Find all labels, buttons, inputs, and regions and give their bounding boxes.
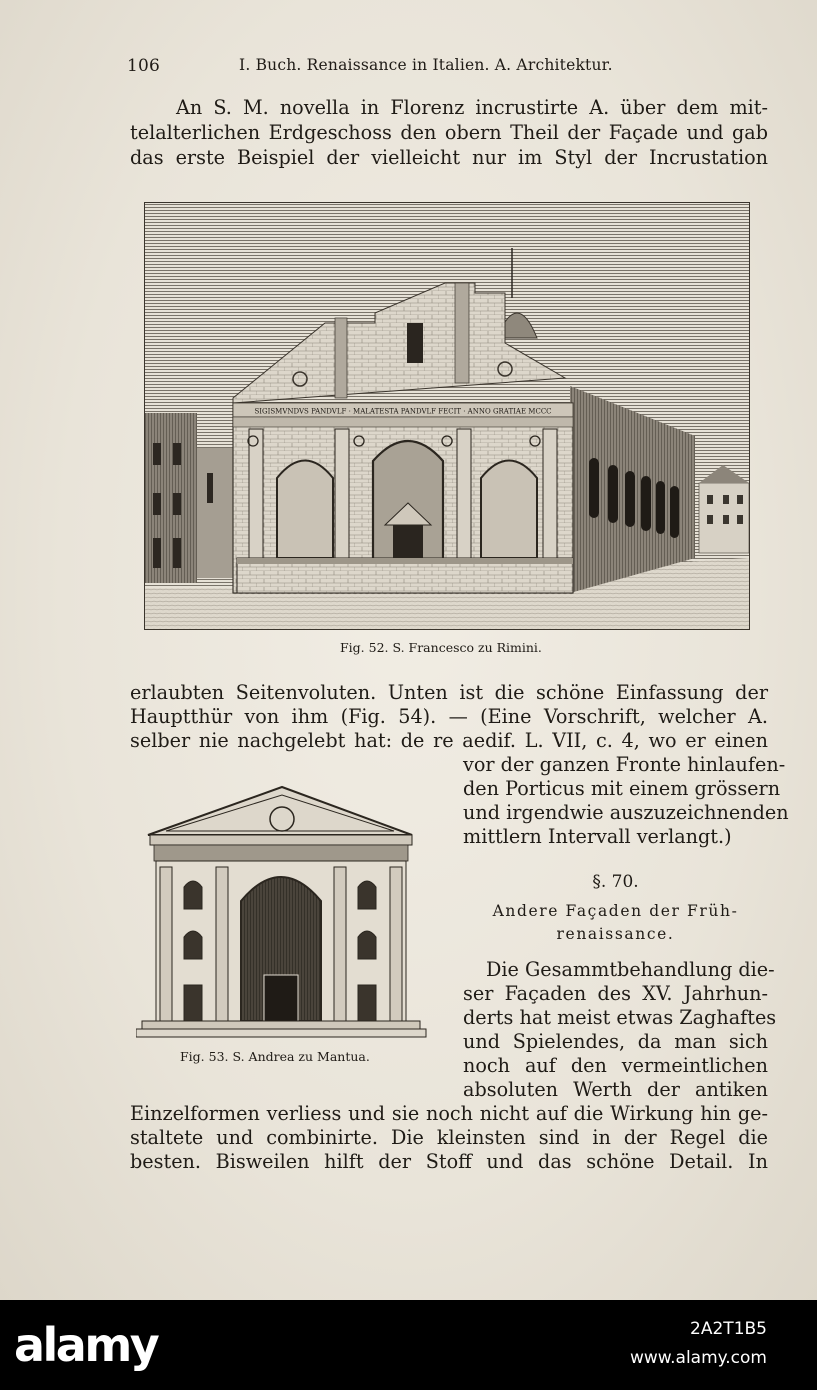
stock-site-url: www.alamy.com [629, 1348, 767, 1368]
section-title: Andere Façaden der Früh- [492, 902, 739, 920]
body-line: Die Gesammtbehandlung die- [486, 958, 775, 981]
body-line: und Spielendes, da man sich [463, 1030, 768, 1053]
figure-52-engraving [144, 202, 750, 630]
body-line: den Porticus mit einem grössern [463, 777, 781, 800]
body-line: staltete und combinirte. Die kleinsten sind in der Regel die [130, 1126, 768, 1149]
body-line: ser Façaden des XV. Jahrhun- [463, 982, 768, 1005]
body-line: absoluten Werth der antiken [463, 1078, 768, 1101]
stock-image-id: 2A2T1B5 [690, 1319, 767, 1339]
body-line: besten. Bisweilen hilft der Stoff und das schöne Detail. In [130, 1150, 768, 1173]
body-line: Einzelformen verliess und sie noch nicht auf die Wirkung hin ge- [130, 1102, 768, 1125]
body-line: das erste Beispiel der vielleicht nur im Styl der Incrustation [130, 146, 768, 169]
alamy-logo: alamy [14, 1318, 158, 1372]
body-line: Hauptthür von ihm (Fig. 54). — (Eine Vorschrift, welcher A. [130, 705, 768, 728]
body-line: mittlern Intervall verlangt.) [463, 825, 732, 848]
body-line: vor der ganzen Fronte hinlaufen- [463, 753, 786, 776]
figure-52-caption: Fig. 52. S. Francesco zu Rimini. [340, 640, 542, 655]
body-line: derts hat meist etwas Zaghaftes [463, 1006, 777, 1029]
facade-inscription: SIGISMVNDVS PANDVLF · MALATESTA PANDVLF FECIT · ANNO GRATIAE MCCC [254, 407, 552, 416]
section-number: §. 70. [592, 872, 639, 892]
section-title-continued: renaissance. [556, 925, 675, 943]
figure-53-caption: Fig. 53. S. Andrea zu Mantua. [180, 1049, 370, 1064]
body-line: An S. M. novella in Florenz incrustirte A. über dem mit- [176, 96, 768, 119]
stock-watermark-footer [0, 1300, 817, 1390]
body-line: telalterlichen Erdgeschoss den obern Theil der Façade und gab [130, 121, 768, 144]
page-number: 106 [127, 56, 161, 76]
figure-53-engraving [136, 783, 428, 1041]
body-line: noch auf den vermeintlichen [463, 1054, 768, 1077]
body-line: und irgendwie auszuzeichnenden [463, 801, 789, 824]
running-head-title: I. Buch. Renaissance in Italien. A. Architektur. [239, 56, 613, 74]
body-line: selber nie nachgelebt hat: de re aedif. L. VII, c. 4, wo er einen [130, 729, 768, 752]
body-line: erlaubten Seitenvoluten. Unten ist die schöne Einfassung der [130, 681, 768, 704]
tempio-malatestiano-illustration [145, 203, 749, 629]
running-head [127, 56, 767, 78]
sant-andrea-facade-illustration [136, 783, 428, 1041]
